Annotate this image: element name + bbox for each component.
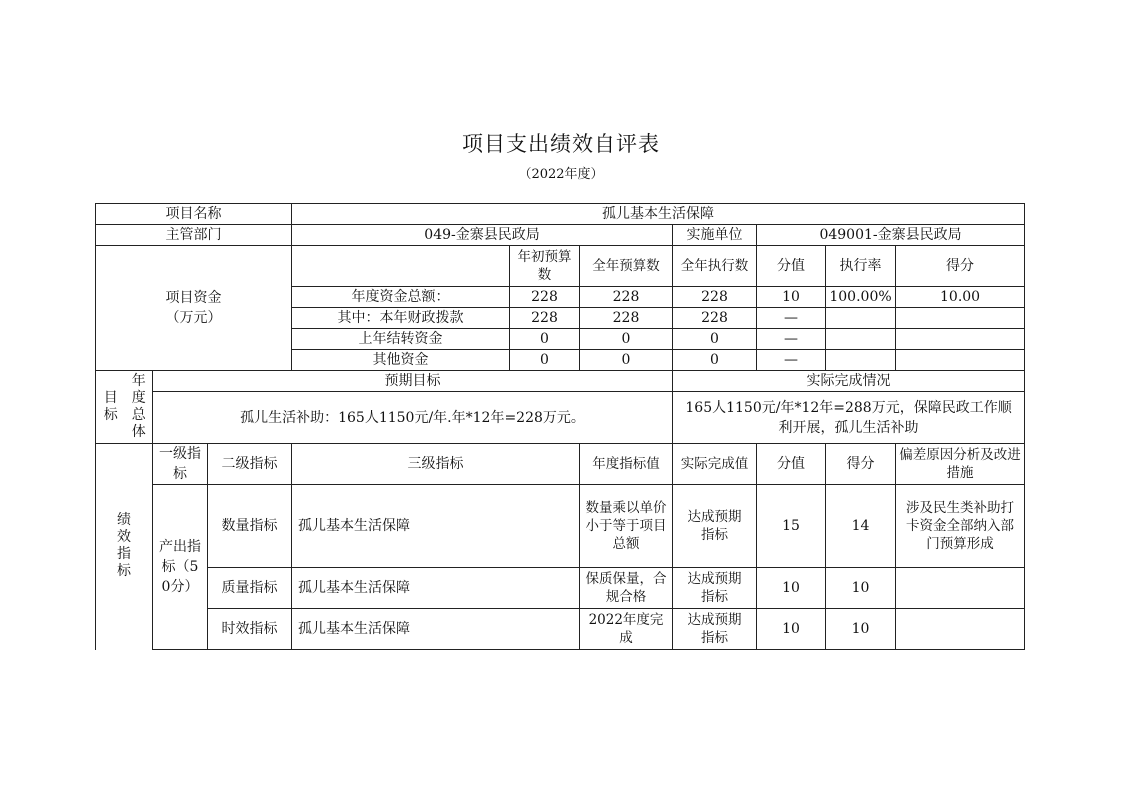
header-level2: 二级指标 (208, 444, 292, 485)
page-subtitle: （2022年度） (518, 167, 604, 182)
level1-output-label: 产出指标（50分） (153, 485, 208, 650)
funds-cell: — (757, 350, 826, 371)
implementing-unit-value: 049001-金寨县民政局 (757, 225, 1025, 246)
indicator-score-value: 15 (757, 485, 826, 568)
funds-row-label: 年度资金总额： (292, 287, 510, 308)
funds-cell: 228 (580, 308, 673, 329)
header-level1: 一级指标 (153, 444, 208, 485)
indicator-row (96, 609, 1025, 650)
funds-cell: 0 (580, 329, 673, 350)
header-target: 年度指标值 (580, 444, 673, 485)
funds-cell (826, 308, 896, 329)
funds-cell: 228 (673, 287, 757, 308)
indicator-level2: 质量指标 (208, 568, 292, 609)
indicator-score-value: 10 (757, 568, 826, 609)
indicator-actual: 达成预期指标 (673, 609, 757, 650)
funds-cell: — (757, 329, 826, 350)
funds-header-blank (292, 246, 510, 287)
goals-actual-header: 实际完成情况 (673, 371, 1025, 392)
header-score-value: 分值 (757, 444, 826, 485)
funds-cell: 228 (580, 287, 673, 308)
indicator-target: 保质保量，合规合格 (580, 568, 673, 609)
performance-section-label: 绩效指标 (96, 444, 153, 650)
funds-header-row (96, 246, 1025, 287)
funds-cell: 0 (673, 329, 757, 350)
funds-cell: 100.00% (826, 287, 896, 308)
funds-header-execution-rate: 执行率 (826, 246, 896, 287)
funds-label (96, 246, 292, 371)
goals-content-row (96, 392, 1025, 444)
goals-outer-label: 目标 (103, 390, 118, 423)
goals-actual-text: 165人1150元/年*12年=288万元，保障民政工作顺利开展，孤儿生活补助 (673, 392, 1025, 444)
indicator-level3: 孤儿基本生活保障 (292, 568, 580, 609)
evaluation-table (95, 203, 1025, 650)
funds-header-score-value: 分值 (757, 246, 826, 287)
implementing-unit-label: 实施单位 (673, 225, 757, 246)
funds-cell (896, 350, 1025, 371)
funds-cell: 0 (580, 350, 673, 371)
funds-cell: 0 (673, 350, 757, 371)
funds-row-label: 上年结转资金 (292, 329, 510, 350)
performance-header-row (96, 444, 1025, 485)
indicator-level3: 孤儿基本生活保障 (292, 609, 580, 650)
funds-cell: 10 (757, 287, 826, 308)
department-value: 049-金寨县民政局 (292, 225, 673, 246)
goals-inner-label: 年度总体 (131, 372, 146, 440)
funds-cell: 228 (510, 287, 580, 308)
funds-header-initial-budget: 年初预算数 (510, 246, 580, 287)
funds-cell: 228 (673, 308, 757, 329)
indicator-note (896, 568, 1025, 609)
header-score: 得分 (826, 444, 896, 485)
indicator-score: 14 (826, 485, 896, 568)
goals-expected-text: 孤儿生活补助：165人1150元/年.年*12年=228万元。 (153, 392, 673, 444)
indicator-target: 数量乘以单价小于等于项目总额 (580, 485, 673, 568)
project-name-label: 项目名称 (96, 204, 292, 225)
funds-row-label: 其他资金 (292, 350, 510, 371)
funds-cell: 0 (510, 329, 580, 350)
funds-header-executed: 全年执行数 (673, 246, 757, 287)
funds-cell: 0 (510, 350, 580, 371)
indicator-score: 10 (826, 568, 896, 609)
goals-header-row (96, 371, 1025, 392)
indicator-target: 2022年度完成 (580, 609, 673, 650)
department-label: 主管部门 (96, 225, 292, 246)
indicator-row (96, 485, 1025, 568)
indicator-level2: 时效指标 (208, 609, 292, 650)
indicator-level2: 数量指标 (208, 485, 292, 568)
funds-label-line2: （万元） (165, 310, 222, 326)
funds-cell (896, 329, 1025, 350)
funds-cell: 228 (510, 308, 580, 329)
funds-cell: — (757, 308, 826, 329)
indicator-actual: 达成预期指标 (673, 568, 757, 609)
indicator-score-value: 10 (757, 609, 826, 650)
indicator-level3: 孤儿基本生活保障 (292, 485, 580, 568)
header-deviation: 偏差原因分析及改进措施 (896, 444, 1025, 485)
indicator-note: 涉及民生类补助打卡资金全部纳入部门预算形成 (896, 485, 1025, 568)
funds-cell (826, 329, 896, 350)
indicator-actual: 达成预期指标 (673, 485, 757, 568)
project-name-value: 孤儿基本生活保障 (292, 204, 1025, 225)
funds-label-line1: 项目资金 (165, 290, 222, 306)
funds-header-annual-budget: 全年预算数 (580, 246, 673, 287)
funds-header-score: 得分 (896, 246, 1025, 287)
project-name-row (96, 204, 1025, 225)
header-actual: 实际完成值 (673, 444, 757, 485)
goals-expected-header: 预期目标 (153, 371, 673, 392)
page-title: 项目支出绩效自评表 (462, 132, 660, 156)
header-level3: 三级指标 (292, 444, 580, 485)
funds-cell: 10.00 (896, 287, 1025, 308)
funds-cell (896, 308, 1025, 329)
indicator-score: 10 (826, 609, 896, 650)
goals-label-cell (96, 371, 153, 444)
indicator-row (96, 568, 1025, 609)
indicator-note (896, 609, 1025, 650)
department-row (96, 225, 1025, 246)
funds-cell (826, 350, 896, 371)
funds-row-label: 其中：本年财政拨款 (292, 308, 510, 329)
